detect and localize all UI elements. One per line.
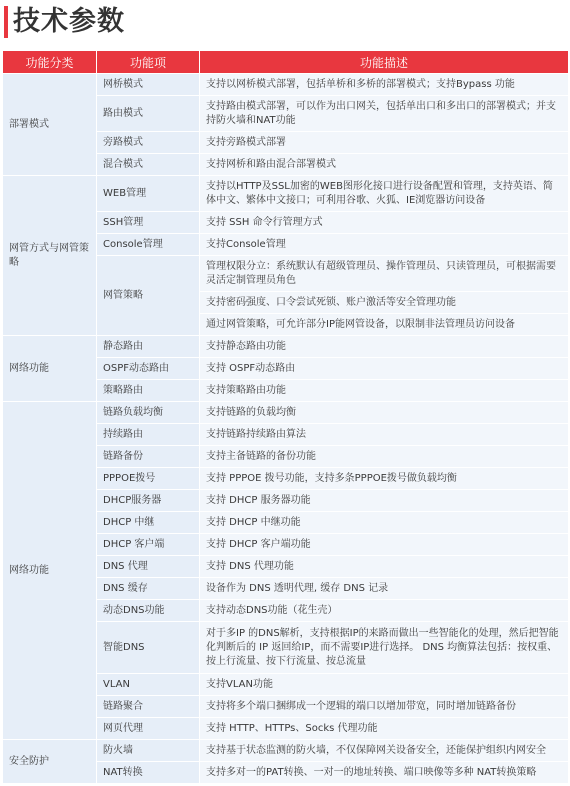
item-cell: 策略路由 [97, 380, 200, 402]
desc-cell: 支持多对一的PAT转换、一对一的地址转换、端口映像等多种 NAT转换策略 [200, 762, 569, 784]
item-cell: PPPOE拨号 [97, 468, 200, 490]
desc-cell: 支持 DHCP 服务器功能 [200, 490, 569, 512]
category-cell: 安全防护 [3, 740, 97, 784]
desc-cell: 支持VLAN功能 [200, 674, 569, 696]
desc-cell: 支持静态路由功能 [200, 336, 569, 358]
desc-cell: 支持 DNS 代理功能 [200, 556, 569, 578]
desc-cell: 通过网管策略，可允许部分IP能网管设备，以限制非法管理员访问设备 [200, 314, 569, 336]
desc-cell: 支持路由模式部署，可以作为出口网关，包括单出口和多出口的部署模式；并支持防火墙和NAT功能 [200, 96, 569, 132]
table-row [3, 402, 569, 424]
item-cell: OSPF动态路由 [97, 358, 200, 380]
item-cell: Console管理 [97, 234, 200, 256]
desc-cell: 支持 SSH 命令行管理方式 [200, 212, 569, 234]
desc-cell: 支持主备链路的备份功能 [200, 446, 569, 468]
item-cell: 防火墙 [97, 740, 200, 762]
table-row [3, 740, 569, 762]
item-cell: 动态DNS功能 [97, 600, 200, 622]
item-cell: 网管策略 [97, 256, 200, 336]
title-accent-bar [4, 6, 8, 38]
desc-cell: 支持将多个端口捆绑成一个逻辑的端口以增加带宽，同时增加链路备份 [200, 696, 569, 718]
page-title: 技术参数 [13, 6, 125, 37]
item-cell: SSH管理 [97, 212, 200, 234]
item-cell: WEB管理 [97, 176, 200, 212]
desc-cell: 支持 PPPOE 拨号功能，支持多条PPPOE拨号做负载均衡 [200, 468, 569, 490]
item-cell: 持续路由 [97, 424, 200, 446]
category-cell: 网管方式与网管策略 [3, 176, 97, 336]
desc-cell: 支持 HTTP、HTTPs、Socks 代理功能 [200, 718, 569, 740]
item-cell: 链路负载均衡 [97, 402, 200, 424]
category-cell: 部署模式 [3, 74, 97, 176]
desc-cell: 支持密码强度、口令尝试死锁、账户激活等安全管理功能 [200, 292, 569, 314]
desc-cell: 支持动态DNS功能（花生壳） [200, 600, 569, 622]
desc-cell: 支持以HTTP及SSL加密的WEB图形化接口进行设备配置和管理，支持英语、简体中文、繁体中文接口；可利用谷歌、火狐、IE浏览器访问设备 [200, 176, 569, 212]
item-cell: DHCP 中继 [97, 512, 200, 534]
desc-cell: 支持网桥和路由混合部署模式 [200, 154, 569, 176]
item-cell: DNS 代理 [97, 556, 200, 578]
category-cell: 网络功能 [3, 402, 97, 740]
desc-cell: 对于多IP 的DNS解析，支持根据IP的来路而做出一些智能化的处理，然后把智能化判断后的 IP 返回给IP，而不需要IP进行选择。 DNS 均衡算法包括：按权重、按上行流量、按下行流量、按总流量 [200, 622, 569, 674]
item-cell: NAT转换 [97, 762, 200, 784]
desc-cell: 支持链路持续路由算法 [200, 424, 569, 446]
table-row [3, 74, 569, 96]
desc-cell: 设备作为 DNS 透明代理, 缓存 DNS 记录 [200, 578, 569, 600]
table-row [3, 336, 569, 358]
item-cell: VLAN [97, 674, 200, 696]
desc-cell: 支持Console管理 [200, 234, 569, 256]
desc-cell: 支持 DHCP 中继功能 [200, 512, 569, 534]
desc-cell: 支持链路的负载均衡 [200, 402, 569, 424]
item-cell: 链路聚合 [97, 696, 200, 718]
header-category: 功能分类 [3, 51, 97, 74]
item-cell: DHCP 客户端 [97, 534, 200, 556]
category-cell: 网络功能 [3, 336, 97, 402]
header-row [3, 51, 569, 74]
table-row [3, 176, 569, 212]
header-item: 功能项 [97, 51, 200, 74]
title-bar [0, 0, 570, 46]
item-cell: 旁路模式 [97, 132, 200, 154]
item-cell: DNS 缓存 [97, 578, 200, 600]
item-cell: 智能DNS [97, 622, 200, 674]
desc-cell: 支持以网桥模式部署，包括单桥和多桥的部署模式；支持Bypass 功能 [200, 74, 569, 96]
item-cell: 混合模式 [97, 154, 200, 176]
desc-cell: 支持旁路模式部署 [200, 132, 569, 154]
desc-cell: 支持 DHCP 客户端功能 [200, 534, 569, 556]
header-description: 功能描述 [200, 51, 569, 74]
desc-cell: 管理权限分立：系统默认有超级管理员、操作管理员、只读管理员，可根据需要灵活定制管理员角色 [200, 256, 569, 292]
desc-cell: 支持策略路由功能 [200, 380, 569, 402]
desc-cell: 支持 OSPF动态路由 [200, 358, 569, 380]
item-cell: 网页代理 [97, 718, 200, 740]
item-cell: 静态路由 [97, 336, 200, 358]
item-cell: 链路备份 [97, 446, 200, 468]
desc-cell: 支持基于状态监测的防火墙，不仅保障网关设备安全，还能保护组织内网安全 [200, 740, 569, 762]
item-cell: 路由模式 [97, 96, 200, 132]
item-cell: DHCP服务器 [97, 490, 200, 512]
spec-table [2, 50, 569, 784]
item-cell: 网桥模式 [97, 74, 200, 96]
